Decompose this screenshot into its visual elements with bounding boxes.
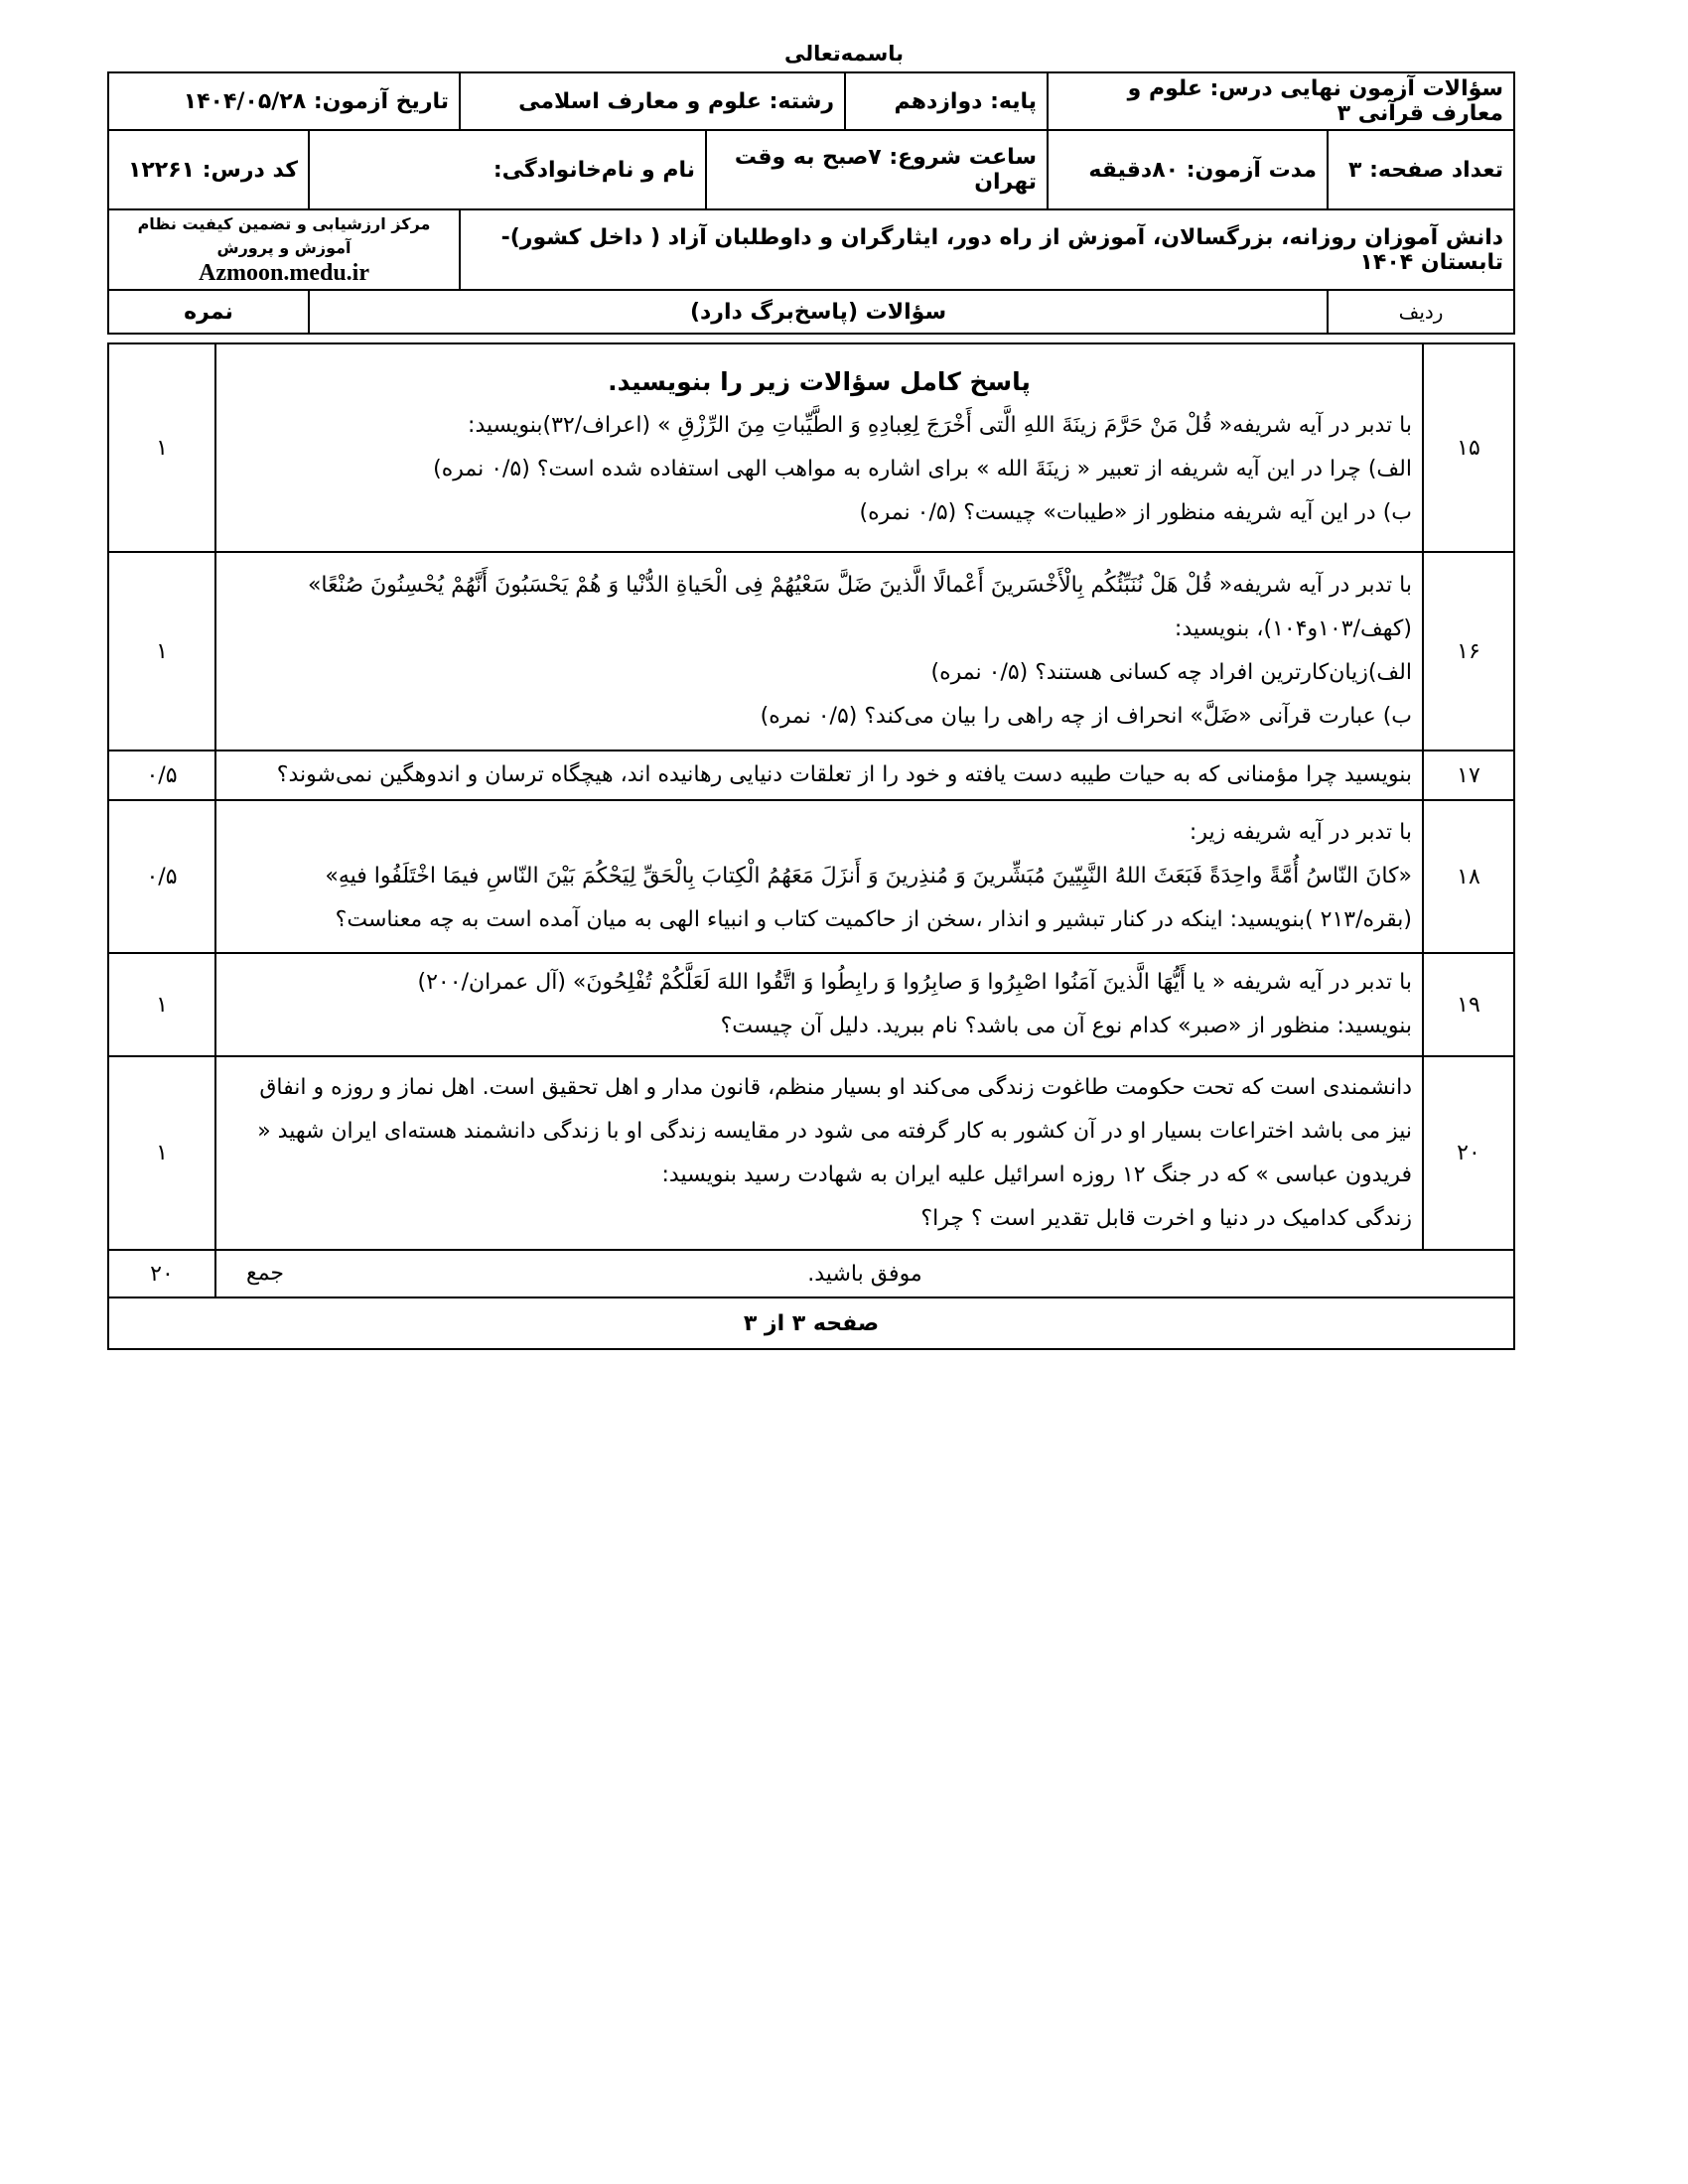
question-line: بنویسید چرا مؤمنانی که به حیات طیبه دست یافته و خود را از تعلقات دنیایی رهانیده اند، هیچگاه ترسان و اندوهگین نمی‌شوند؟: [276, 762, 1412, 787]
wish-text: موفق باشید.: [807, 1261, 922, 1287]
footer-row: [108, 1250, 1514, 1297]
questions-table: [107, 342, 1515, 1350]
header-row-4: [108, 290, 1514, 334]
header-row-3: [108, 209, 1514, 290]
question-line: بنویسید: منظور از «صبر» کدام نوع آن می باشد؟ نام ببرید. دلیل آن چیست؟: [720, 1014, 1412, 1038]
question-number: ۱۶: [1423, 552, 1514, 751]
footer-wish-cell: [215, 1250, 1514, 1297]
header-row-1: [108, 72, 1514, 130]
question-line: با تدبر در آیه شریفه زیر:: [1189, 820, 1412, 845]
column-row-label: ردیف: [1328, 290, 1514, 334]
org-website: Azmoon.medu.ir: [199, 260, 369, 286]
header-row-2: [108, 130, 1514, 209]
page-number: صفحه ۳ از ۳: [108, 1297, 1514, 1349]
exam-header-table: [107, 71, 1515, 335]
question-line: نیز می باشد اختراعات بسیار او در آن کشور به کار گرفته می شود در مقایسه زندگی او با زندگی دانشمند هسته‌ای ایران شهید «: [257, 1118, 1412, 1144]
org-name: مرکز ارزشیابی و تضمین کیفیت نظام آموزش و پرورش: [137, 214, 431, 257]
question-line: با تدبر در آیه شریفه« قُلْ مَنْ حَرَّمَ زینَةَ اللهِ الَّتی أَخْرَجَ لِعِبادِهِ وَ الطَّیِّباتِ مِنَ الرِّزْقِ » (اعراف/۳۲)بنویسید:: [468, 413, 1412, 438]
question-text: [215, 751, 1423, 800]
org-block: [108, 209, 460, 290]
question-row: [108, 751, 1514, 800]
question-number: ۱۵: [1423, 343, 1514, 552]
question-line: (بقره/۲۱۳ )بنویسید: اینکه در کنار تبشیر و انذار ،سخن از حاکمیت کتاب و انبیاء الهی به میان آمده است به چه معناست؟: [335, 907, 1412, 932]
question-line: دانشمندی است که تحت حکومت طاغوت زندگی می‌کند او بسیار منظم، قانون مدار و اهل تحقیق است. اهل نماز و روزه و انفاق: [259, 1074, 1412, 1100]
audience-line: دانش آموزان روزانه، بزرگسالان، آموزش از راه دور، ایثارگران و داوطلبان آزاد ( داخل کشور)- تابستان ۱۴۰۴: [460, 209, 1514, 290]
question-line: ب) عبارت قرآنی «ضَلَّ» انحراف از چه راهی را بیان می‌کند؟ (۰/۵ نمره): [760, 704, 1412, 729]
page-count: تعداد صفحه: ۳: [1328, 130, 1514, 209]
question-score: ۰/۵: [108, 751, 215, 800]
exam-date: تاریخ آزمون: ۱۴۰۴/۰۵/۲۸: [108, 72, 460, 130]
question-score: ۱: [108, 552, 215, 751]
question-line: ب) در این آیه شریفه منظور از «طیبات» چیست؟ (۰/۵ نمره): [859, 500, 1412, 525]
question-row: [108, 552, 1514, 751]
total-score: ۲۰: [108, 1250, 215, 1297]
question-line: الف)زیان‌کارترین افراد چه کسانی هستند؟ (۰/۵ نمره): [930, 660, 1412, 685]
column-score-label: نمره: [108, 290, 309, 334]
student-name-field: نام و نام‌خانوادگی:: [309, 130, 706, 209]
page-number-row: [108, 1297, 1514, 1349]
question-number: ۱۷: [1423, 751, 1514, 800]
grade-label: پایه: دوازدهم: [845, 72, 1048, 130]
question-line: زندگی کدامیک در دنیا و اخرت قابل تقدیر است ؟ چرا؟: [920, 1205, 1412, 1231]
question-row: [108, 343, 1514, 552]
field-label: رشته: علوم و معارف اسلامی: [460, 72, 845, 130]
question-number: ۲۰: [1423, 1056, 1514, 1250]
question-line: فریدون عباسی » که در جنگ ۱۲ روزه اسرائیل علیه ایران به شهادت رسید بنویسید:: [661, 1161, 1412, 1187]
question-number: ۱۸: [1423, 800, 1514, 953]
question-score: ۱: [108, 343, 215, 552]
course-code: کد درس: ۱۲۲۶۱: [108, 130, 309, 209]
question-line: با تدبر در آیه شریفه « یا أَیُّهَا الَّذینَ آمَنُوا اصْبِرُوا وَ صابِرُوا وَ رابِطُوا وَ اتَّقُوا اللهَ لَعَلَّکُمْ تُفْلِحُونَ» (آل عمران/۲۰۰): [417, 970, 1412, 995]
column-questions-label: سؤالات (پاسخ‌برگ دارد): [309, 290, 1328, 334]
question-score: ۱: [108, 953, 215, 1056]
question-row: [108, 953, 1514, 1056]
question-text: [215, 343, 1423, 552]
question-line: الف) چرا در این آیه شریفه از تعبیر « زینَةَ الله » برای اشاره به مواهب الهی استفاده شده است؟ (۰/۵ نمره): [433, 457, 1412, 481]
question-row: [108, 1056, 1514, 1250]
question-text: [215, 800, 1423, 953]
question-score: ۰/۵: [108, 800, 215, 953]
exam-duration: مدت آزمون: ۸۰دقیقه: [1048, 130, 1328, 209]
question-number: ۱۹: [1423, 953, 1514, 1056]
question-text: [215, 552, 1423, 751]
question-score: ۱: [108, 1056, 215, 1250]
question-text: [215, 1056, 1423, 1250]
question-text: [215, 953, 1423, 1056]
question-line: «کانَ النّاسُ أُمَّةً واحِدَةً فَبَعَثَ اللهُ النَّبِیّینَ مُبَشِّرینَ وَ مُنذِرینَ وَ أَنزَلَ مَعَهُمُ الْکِتابَ بِالْحَقِّ لِیَحْکُمَ بَیْنَ النّاسِ فیمَا اخْتَلَفُوا فیهِ»: [325, 864, 1412, 888]
basmala: باسمه‌تعالی: [784, 42, 904, 66]
section-heading: پاسخ کامل سؤالات زیر را بنویسید.: [608, 367, 1031, 396]
total-label: جمع: [246, 1261, 285, 1286]
start-time: ساعت شروع: ۷صبح به وقت تهران: [706, 130, 1048, 209]
question-row: [108, 800, 1514, 953]
question-line: با تدبر در آیه شریفه« قُلْ هَلْ نُنَبِّئُکُم بِالْأَخْسَرینَ أَعْمالًا الَّذینَ ضَلَّ سَعْیُهُمْ فِی الْحَیاةِ الدُّنْیا وَ هُمْ یَحْسَبُونَ أَنَّهُمْ یُحْسِنُونَ صُنْعًا»: [307, 573, 1412, 598]
question-line: (کهف/۱۰۳و۱۰۴)، بنویسید:: [1174, 616, 1412, 641]
exam-title: سؤالات آزمون نهایی درس: علوم و معارف قرآنی ۳: [1048, 72, 1514, 130]
